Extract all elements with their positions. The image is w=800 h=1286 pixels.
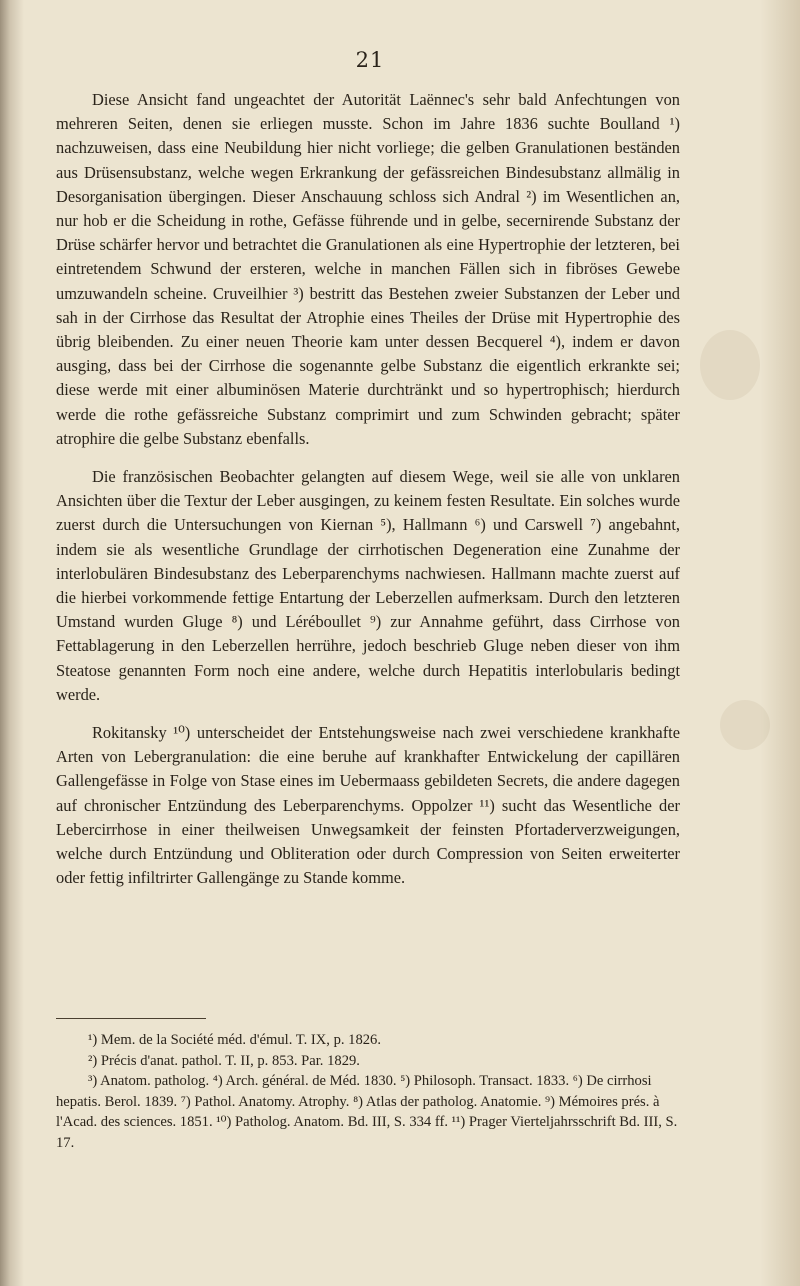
- paper-stain: [700, 330, 760, 400]
- paper-stain: [720, 700, 770, 750]
- footnote-separator: [56, 1018, 206, 1019]
- footnotes: [56, 1030, 680, 1154]
- footnote: ¹) Mem. de la Société méd. d'émul. T. IX, p. 1826.: [88, 1032, 382, 1048]
- footnote: ²) Précis d'anat. pathol. T. II, p. 853. Par. 1829.: [88, 1052, 360, 1069]
- paragraph: Diese Ansicht fand ungeachtet der Autorität Laënnec's sehr bald Anfechtungen von mehreren Seiten, denen sie erliegen musste. Schon im Jahre 1836 suchte Boulland ¹) nachzuweisen, dass eine Neubildung hier nicht vorliege; die gelben Granulationen beständen aus Drüsensubstanz, welche wegen Erkrankung der gefässreichen Bindesubstanz allmälig in Desorganisation übergingen. Dieser Anschauung schloss sich Andral ²) im Wesentlichen an, nur hob er die Scheidung in rothe, Gefässe führende und in gelbe, secernirende Substanz der Drüse schärfer hervor und betrachtet die Granulationen als eine Hypertrophie der letzteren, bei eintretendem Schwund der ersteren, welche in manchen Fällen sich in fibröses Gewebe umzuwandeln scheine. Cruveilhier ³) bestritt das Bestehen zweier Substanzen der Leber und sah in der Cirrhose das Resultat der Atrophie eines Theiles der Drüse mit Hypertrophie des übrig bleibenden. Zu einer neuen Theorie kam unter dessen Becquerel ⁴), indem er davon ausging, dass bei der Cirrhose die sogenannte gelbe Substanz die eigentlich erkrankte sei; diese werde mit einer albuminösen Materie durchtränkt und so hypertrophisch; hierdurch werde die rothe gefässreiche Substanz comprimirt und zum Schwinden gebracht; später atrophire die gelbe Substanz ebenfalls.: [56, 90, 680, 448]
- body-text: [56, 88, 680, 905]
- page-number: 21: [355, 48, 385, 72]
- paragraph: Die französischen Beobachter gelangten auf diesem Wege, weil sie alle von unklaren Ansichten über die Textur der Leber ausgingen, zu keinem festen Resultate. Ein solches wurde zuerst durch die Untersuchungen von Kiernan ⁵), Hallmann ⁶) und Carswell ⁷) angebahnt, indem sie als wesentliche Grundlage der cirrhotischen Degeneration eine Zunahme der interlobulären Bindesubstanz des Leberparenchyms nachwiesen. Hallmann machte zuerst auf die hierbei vorkommende fettige Entartung der Leberzellen aufmerksam. Durch den letzteren Umstand wurden Gluge ⁸) und Léréboullet ⁹) zur Annahme geführt, dass Cirrhose von Fettablagerung in den Leberzellen herrühre, jedoch beschrieb Gluge neben dieser von ihm Steatose genannten Form noch eine andere, welche durch Hepatitis interlobularis bedingt werde.: [56, 467, 680, 704]
- paragraph: Rokitansky ¹⁰) unterscheidet der Entstehungsweise nach zwei verschiedene krankhafte Arten von Lebergranulation: die eine beruhe auf krankhafter Entwickelung der capillären Gallengefässe in Folge von Stase eines im Uebermaass gebildeten Secrets, die andere dagegen auf chronischer Entzündung des Leberparenchyms. Oppolzer ¹¹) sucht das Wesentliche der Lebercirrhose in einer theilweisen Unwegsamkeit der feinsten Pfortaderverzweigungen, welche durch Entzündung und Obliteration oder durch Compression von Seiten erweiterter oder fettig infiltrirter Gallengänge zu Stande komme.: [56, 723, 680, 888]
- footnote: ³) Anatom. patholog. ⁴) Arch. général. de Méd. 1830. ⁵) Philosoph. Transact. 1833. ⁶) De cirrhosi hepatis. Berol. 1839. ⁷) Pathol. Anatomy. Atrophy. ⁸) Atlas der patholog. Anatomie. ⁹) Mémoires prés. à l'Acad. des sciences. 1851. ¹⁰) Patholog. Anatom. Bd. III, S. 334 ff. ¹¹) Prager Vierteljahrsschrift Bd. III, S. 17.: [56, 1073, 678, 1151]
